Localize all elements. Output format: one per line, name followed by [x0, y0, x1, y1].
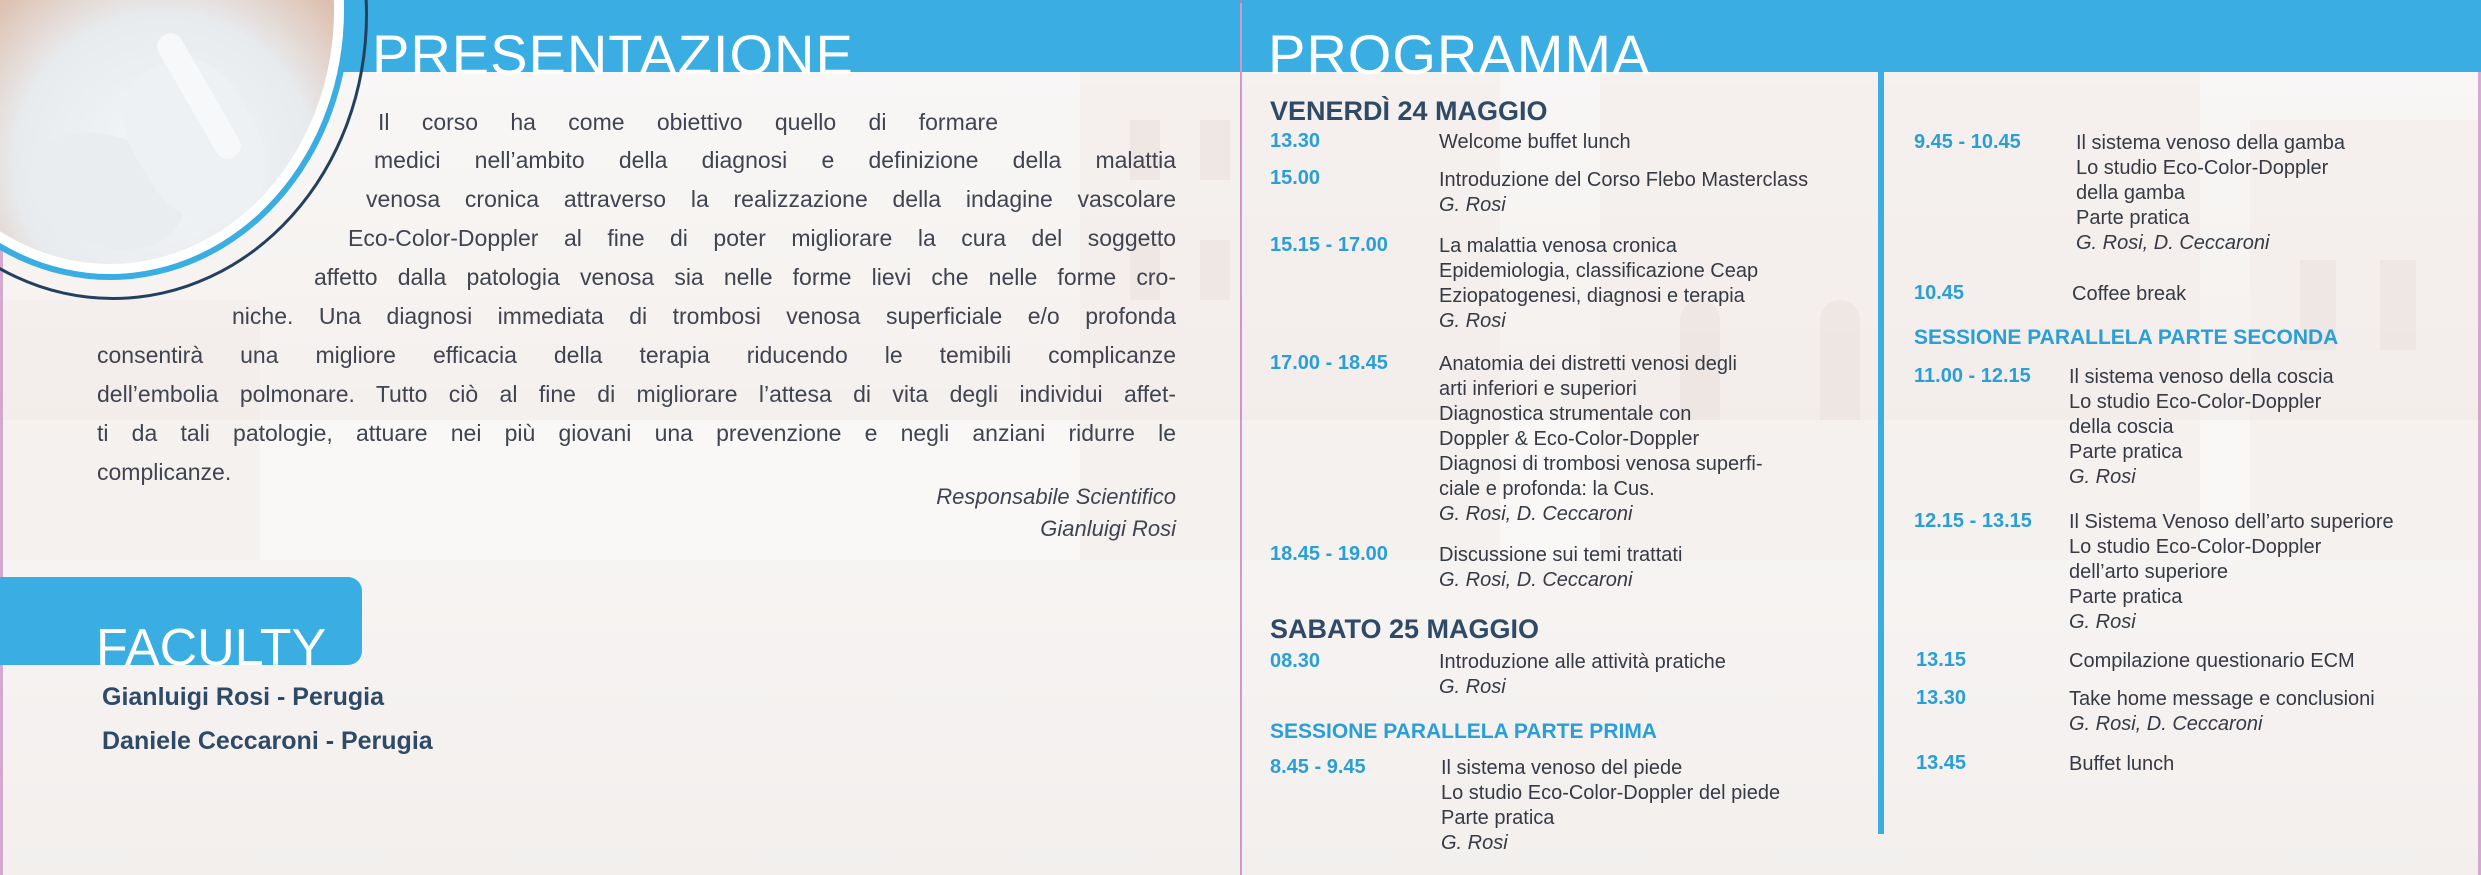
program-item [2069, 510, 2394, 635]
pres-line: complicanze. [97, 459, 232, 485]
item-line: Epidemiologia, classificazione Ceap [1439, 260, 1759, 282]
speaker: G. Rosi, D. Ceccaroni [2076, 232, 2270, 254]
signature-name: Gianluigi Rosi [1040, 516, 1176, 541]
item-line: Il sistema venoso del piede [1441, 757, 1683, 779]
speaker: G. Rosi, D. Ceccaroni [1439, 569, 1633, 591]
item-line: Diagnostica strumentale con [1439, 403, 1692, 425]
pres-line: ti da tali patologie, attuare nei più giovani una prevenzione e negli anziani ridurre le [97, 420, 1176, 446]
program-item [1439, 234, 1758, 334]
pres-line: consentirà una migliore efficacia della terapia riducendo le temibili complicanze [97, 342, 1176, 368]
time-slot: 13.45 [1916, 752, 1967, 774]
program-item [2069, 687, 2375, 737]
time-slot: 08.30 [1270, 650, 1321, 672]
pres-line: medici nell’ambito della diagnosi e definizione della malattia [374, 147, 1176, 173]
program-item [2069, 365, 2334, 490]
program-item [1439, 352, 1763, 527]
item-line: Lo studio Eco-Color-Doppler [2069, 536, 2322, 558]
program-item [2072, 282, 2186, 307]
program-item [2069, 752, 2174, 777]
pres-line: dell’embolia polmonare. Tutto ciò al fine di migliorare l’attesa di vita degli individui affet- [97, 381, 1176, 407]
item-line: Parte pratica [1441, 807, 1555, 829]
item-line: Parte pratica [2069, 441, 2183, 463]
item-line: Lo studio Eco-Color-Doppler del piede [1441, 782, 1781, 804]
item-line: Coffee break [2072, 283, 2187, 305]
pres-line: Il corso ha come obiettivo quello di formare [378, 109, 998, 135]
time-slot: 11.00 - 12.15 [1914, 365, 2031, 387]
item-line: Il sistema venoso della gamba [2076, 132, 2346, 154]
speaker: G. Rosi [1439, 310, 1506, 332]
pres-line: niche. Una diagnosi immediata di trombosi venosa superficiale e/o profonda [232, 303, 1176, 329]
time-slot: 12.15 - 13.15 [1914, 510, 2032, 532]
program-item [1439, 543, 1682, 593]
item-line: Anatomia dei distretti venosi degli [1439, 353, 1737, 375]
pres-line: venosa cronica attraverso la realizzazione della indagine vascolare [366, 186, 1176, 212]
presentazione-title: PRESENTAZIONE [372, 23, 854, 86]
speaker: G. Rosi, D. Ceccaroni [2069, 713, 2263, 735]
time-slot: 17.00 - 18.45 [1270, 352, 1388, 374]
speaker: G. Rosi [2069, 466, 2136, 488]
time-slot: 13.15 [1916, 649, 1967, 671]
pres-line: affetto dalla patologia venosa sia nelle forme lievi che nelle forme cro- [314, 264, 1176, 290]
item-line: dell’arto superiore [2069, 561, 2228, 583]
speaker: G. Rosi [1441, 832, 1508, 854]
time-slot: 9.45 - 10.45 [1914, 131, 2021, 153]
program-item [1439, 130, 1631, 155]
speaker: G. Rosi [2069, 611, 2136, 633]
speaker: G. Rosi, D. Ceccaroni [1439, 503, 1633, 525]
time-slot: 8.45 - 9.45 [1270, 756, 1366, 778]
speaker: G. Rosi [1439, 676, 1506, 698]
item-line: Discussione sui temi trattati [1439, 544, 1683, 566]
item-line: Buffet lunch [2069, 753, 2175, 775]
item-line: Doppler & Eco-Color-Doppler [1439, 428, 1700, 450]
time-slot: 18.45 - 19.00 [1270, 543, 1388, 565]
day-heading: VENERDÌ 24 MAGGIO [1270, 96, 1548, 126]
time-slot: 13.30 [1916, 687, 1967, 709]
item-line: Il Sistema Venoso dell’arto superiore [2069, 511, 2394, 533]
item-line: Lo studio Eco-Color-Doppler [2076, 157, 2329, 179]
faculty-title: FACULTY [96, 619, 327, 677]
program-item [1439, 650, 1726, 700]
time-slot: 15.15 - 17.00 [1270, 234, 1388, 256]
item-line: Il sistema venoso della coscia [2069, 366, 2334, 388]
column-divider [1878, 72, 1884, 834]
faculty-member: Gianluigi Rosi - Perugia [102, 683, 384, 711]
program-item [1441, 756, 1780, 856]
speaker: G. Rosi [1439, 194, 1506, 216]
item-line: Take home message e conclusioni [2069, 688, 2375, 710]
program-item [2076, 131, 2345, 256]
signature-role: Responsabile Scientifico [936, 484, 1176, 509]
item-line: La malattia venosa cronica [1439, 235, 1677, 257]
time-slot: 10.45 [1914, 282, 1965, 304]
item-line: Diagnosi di trombosi venosa superfi- [1439, 453, 1763, 475]
time-slot: 15.00 [1270, 167, 1321, 189]
item-line: Introduzione alle attività pratiche [1439, 651, 1726, 673]
item-line: ciale e profonda: la Cus. [1439, 478, 1655, 500]
item-line: della gamba [2076, 182, 2185, 204]
item-line: Introduzione del Corso Flebo Masterclass [1439, 169, 1809, 191]
item-line: Eziopatogenesi, diagnosi e terapia [1439, 285, 1745, 307]
item-line: Welcome buffet lunch [1439, 131, 1631, 153]
time-slot: 13.30 [1270, 130, 1321, 152]
session-heading: SESSIONE PARALLELA PARTE SECONDA [1914, 326, 2339, 349]
item-line: arti inferiori e superiori [1439, 378, 1637, 400]
item-line: Parte pratica [2069, 586, 2183, 608]
programma-title: PROGRAMMA [1268, 23, 1651, 86]
program-item [2069, 649, 2355, 674]
program-item [1439, 168, 1808, 218]
fold-line [1240, 0, 1242, 875]
item-line: della coscia [2069, 416, 2174, 438]
item-line: Compilazione questionario ECM [2069, 650, 2355, 672]
pres-line: Eco-Color-Doppler al fine di poter migliorare la cura del soggetto [348, 225, 1176, 251]
day-heading: SABATO 25 MAGGIO [1270, 614, 1540, 644]
item-line: Lo studio Eco-Color-Doppler [2069, 391, 2322, 413]
faculty-member: Daniele Ceccaroni - Perugia [102, 727, 433, 755]
session-heading: SESSIONE PARALLELA PARTE PRIMA [1270, 720, 1657, 743]
item-line: Parte pratica [2076, 207, 2190, 229]
